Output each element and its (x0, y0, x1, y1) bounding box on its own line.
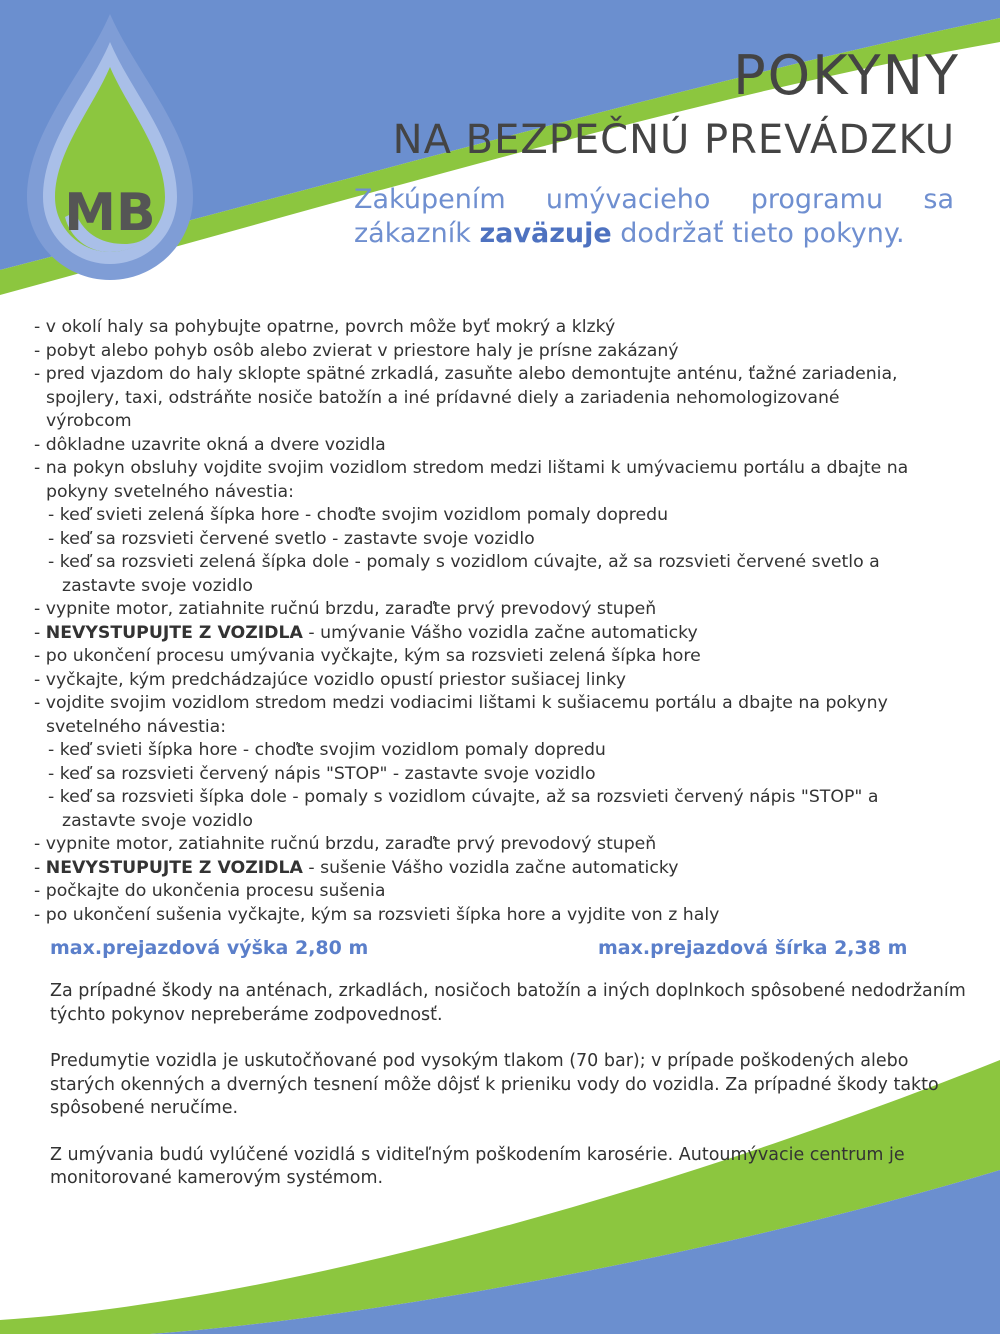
note-damage: Za prípadné škody na anténach, zrkadlách, nosičoch batožín a iných doplnkoch spôsobené nedodržaním týchto pokynov nepreberáme zodpovednosť. (50, 981, 966, 1025)
rule-line: - NEVYSTUPUJTE Z VOZIDLA - umývanie Vášho vozidla začne automaticky (34, 622, 698, 643)
notes (50, 980, 970, 1214)
rule-line: spojlery, taxi, odstráňte nosiče batožín a iné prídavné diely a zariadenia nehomologizované (46, 387, 840, 408)
rule-line: - vyčkajte, kým predchádzajúce vozidlo opustí priestor sušiacej linky (34, 669, 626, 690)
rule-line: svetelného návestia: (46, 716, 227, 737)
rule-line: - počkajte do ukončenia procesu sušenia (34, 881, 386, 901)
mb-droplet-logo (25, 12, 195, 282)
rule-line: - keď svieti zelená šípka hore - choďte svojim vozidlom pomaly dopredu (48, 505, 669, 525)
max-height-limit: max.prejazdová výška 2,80 m (50, 937, 369, 959)
rules-list (34, 316, 994, 927)
logo-text: MB (64, 183, 156, 243)
rule-line: - po ukončení sušenia vyčkajte, kým sa rozsvieti šípka hore a vyjdite von z haly (34, 904, 720, 925)
rule-line: zastavte svoje vozidlo (62, 810, 253, 831)
rule-line: - keď sa rozsvieti zelená šípka dole - pomaly s vozidlom cúvajte, až sa rozsvieti červené svetlo a (48, 552, 880, 572)
rule-line: - vypnite motor, zatiahnite ručnú brzdu, zaraďte prvý prevodový stupeň (34, 834, 657, 854)
rule-line: - v okolí haly sa pohybujte opatrne, povrch môže byť mokrý a klzký (34, 317, 616, 337)
note-prewash: Predumytie vozidla je uskutočňované pod vysokým tlakom (70 bar); v prípade poškodených alebo starých okenných a dverných tesnení môže dôjsť k prieniku vody do vozidla. Za prípadné škody takto spôsobené neručíme. (50, 1051, 939, 1118)
rule-line: - NEVYSTUPUJTE Z VOZIDLA - sušenie Vášho vozidla začne automaticky (34, 857, 679, 878)
rule-line: - keď svieti šípka hore - choďte svojim vozidlom pomaly dopredu (48, 740, 606, 760)
note-exclusion: Z umývania budú vylúčené vozidlá s viditeľným poškodením karosérie. Autoumývacie centrum je monitorované kamerovým systémom. (50, 1144, 905, 1188)
rule-line: - vojdite svojim vozidlom stredom medzi vodiacimi lištami k sušiacemu portálu a dbajte na pokyny (34, 693, 888, 713)
rule-line: - keď sa rozsvieti červené svetlo - zastavte svoje vozidlo (48, 528, 535, 549)
subtitle: Zakúpením umývacieho programu sa zákazník zaväzuje dodržať tieto pokyny. (354, 184, 954, 249)
rule-line: - vypnite motor, zatiahnite ručnú brzdu, zaraďte prvý prevodový stupeň (34, 599, 657, 619)
max-width-limit: max.prejazdová šírka 2,38 m (598, 937, 908, 959)
rule-bold: NEVYSTUPUJTE Z VOZIDLA (45, 622, 303, 643)
rule-line: výrobcom (46, 411, 132, 431)
rule-line: - na pokyn obsluhy vojdite svojim vozidlom stredom medzi lištami k umývaciemu portálu a dbajte na (34, 458, 909, 478)
rule-line: - keď sa rozsvieti červený nápis "STOP" - zastavte svoje vozidlo (48, 763, 596, 784)
title-bezpecna-prevadzka: NA BEZPEČNÚ PREVÁDZKU (392, 117, 955, 163)
title-pokyny: POKYNY (733, 44, 960, 107)
rule-line: - keď sa rozsvieti šípka dole - pomaly s vozidlom cúvajte, až sa rozsvieti červený nápis "STOP" a (48, 787, 879, 807)
rule-line: zastavte svoje vozidlo (62, 575, 253, 596)
rule-line: - po ukončení procesu umývania vyčkajte, kým sa rozsvieti zelená šípka hore (34, 646, 701, 666)
rule-bold: NEVYSTUPUJTE Z VOZIDLA (45, 857, 303, 878)
rule-line: - dôkladne uzavrite okná a dvere vozidla (34, 434, 386, 455)
rule-line: - pred vjazdom do haly sklopte spätné zrkadlá, zasuňte alebo demontujte anténu, ťažné zariadenia, (34, 364, 898, 384)
rule-line: pokyny svetelného návestia: (46, 481, 294, 502)
rule-line: - pobyt alebo pohyb osôb alebo zvierat v priestore haly je prísne zakázaný (34, 340, 679, 361)
